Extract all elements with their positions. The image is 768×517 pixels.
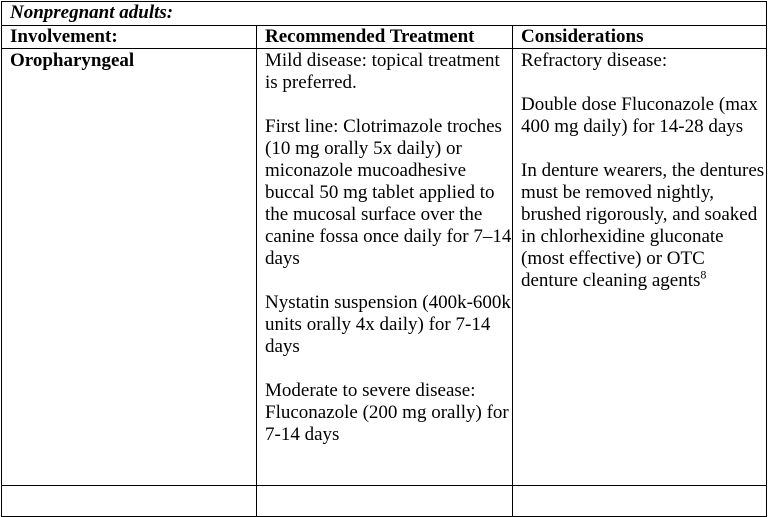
treatment-paragraph: Mild disease: topical treatment is preferred. bbox=[265, 50, 500, 93]
header-considerations: Considerations bbox=[513, 26, 767, 49]
footnote-reference: 8 bbox=[700, 267, 707, 282]
header-row bbox=[2, 26, 767, 49]
treatment-table bbox=[1, 1, 767, 517]
empty-cell bbox=[2, 486, 257, 517]
header-treatment: Recommended Treatment bbox=[257, 26, 513, 49]
considerations-cell bbox=[513, 49, 767, 486]
treatment-paragraph: Moderate to severe disease: Fluconazole (200 mg orally) for 7-14 days bbox=[265, 380, 509, 445]
header-involvement: Involvement: bbox=[2, 26, 257, 49]
considerations-paragraph: Refractory disease: bbox=[521, 50, 668, 71]
treatment-paragraph: First line: Clotrimazole troches (10 mg orally 5x daily) or miconazole mucoadhesive buccal 50 mg tablet applied to the mucosal surface over the canine fossa once daily for 7–14 days bbox=[265, 116, 512, 269]
involvement-cell: Oropharyngeal bbox=[2, 49, 257, 486]
considerations-text: In denture wearers, the dentures must be removed nightly, brushed rigorously, and soaked in chlorhexidine gluconate (most effective) or OTC denture cleaning agents bbox=[521, 160, 765, 291]
considerations-paragraph: Double dose Fluconazole (max 400 mg daily) for 14-28 days bbox=[521, 94, 758, 137]
treatment-cell bbox=[257, 49, 513, 486]
next-row bbox=[2, 486, 767, 517]
empty-cell bbox=[513, 486, 767, 517]
considerations-paragraph bbox=[521, 160, 766, 292]
section-title-row bbox=[2, 2, 767, 26]
table-row bbox=[2, 49, 767, 486]
section-title: Nonpregnant adults: bbox=[2, 2, 767, 26]
treatment-paragraph: Nystatin suspension (400k-600k units orally 4x daily) for 7-14 days bbox=[265, 292, 511, 357]
empty-cell bbox=[257, 486, 513, 517]
